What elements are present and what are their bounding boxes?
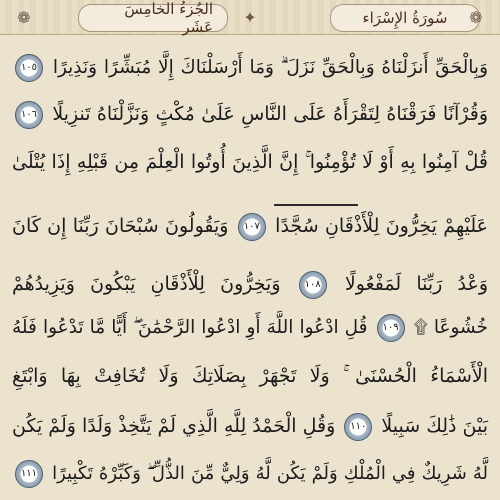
verse-text: الْأَسْمَاءُ الْحُسْنَىٰ ۚ وَلَا تَجْهَرْ بِصَلَاتِكَ وَلَا تُخَافِتْ بِهَا وَابْتَغِ: [12, 365, 488, 387]
text-line-1: [12, 48, 488, 88]
text-line-2: [12, 94, 488, 134]
text-line-3: [12, 142, 488, 182]
verse-text: وَيَخِرُّونَ لِلْأَذْقَانِ يَبْكُونَ وَيَزِيدُهُمْ: [12, 273, 281, 295]
verse-text: قُلْ آمِنُوا بِهِ أَوْ لَا تُؤْمِنُوا ۚ إِنَّ الَّذِينَ أُوتُوا الْعِلْمَ مِن قَبْلِهِ إِذَا يُتْلَىٰ: [12, 151, 488, 173]
juz-label: الجُزءُ الخامِسَ عَشَر: [78, 4, 228, 32]
header-band: [0, 0, 500, 35]
ayah-number-marker: ١١٠: [344, 413, 372, 441]
ayah-number-marker: ١٠٦: [15, 101, 43, 129]
text-line-8: [12, 406, 488, 446]
quran-text-block: [12, 44, 488, 500]
text-line-4: [12, 206, 488, 246]
verse-text: لَّهُ شَرِيكٌ فِي الْمُلْكِ وَلَمْ يَكُن لَّهُ وَلِيٌّ مِّنَ الذُّلِّ ۖ وَكَبِّرْهُ تَكْبِيرًا: [52, 463, 488, 484]
verse-text: وَعْدُ رَبِّنَا لَمَفْعُولًا: [344, 273, 488, 295]
ayah-number-marker: ١٠٨: [299, 271, 327, 299]
ayah-number-marker: ١١١: [15, 460, 43, 488]
ayah-number-marker: ١٠٧: [238, 213, 266, 241]
ornament-center-icon: ✦: [243, 7, 257, 27]
verse-text: خُشُوعًا ۩: [413, 317, 488, 338]
text-line-6: [12, 308, 488, 348]
text-line-9: [12, 454, 488, 494]
ornament-left-icon: ❁: [17, 7, 31, 27]
text-line-7: [12, 356, 488, 396]
verse-text: وَقُلِ الْحَمْدُ لِلَّهِ الَّذِي لَمْ يَتَّخِذْ وَلَدًا وَلَمْ يَكُن: [12, 415, 336, 437]
ornament-right-icon: ❁: [469, 7, 483, 27]
verse-text: وَيَقُولُونَ سُبْحَانَ رَبِّنَا إِن كَانَ: [12, 215, 229, 237]
verse-text: عَلَيْهِمْ يَخِرُّونَ لِلْأَذْقَانِ سُجَّدًا: [275, 215, 488, 237]
verse-text: وَقُرْآنًا فَرَقْنَاهُ لِتَقْرَأَهُ عَلَى النَّاسِ عَلَىٰ مُكْثٍ وَنَزَّلْنَاهُ تَنزِيلًا: [52, 103, 488, 125]
verse-text: بَيْنَ ذَٰلِكَ سَبِيلًا: [381, 415, 488, 437]
ayah-number-marker: ١٠٥: [15, 54, 43, 82]
verse-text: وَبِالْحَقِّ أَنزَلْنَاهُ وَبِالْحَقِّ نَزَلَ ۗ وَمَا أَرْسَلْنَاكَ إِلَّا مُبَشِّرًا وَنَذِيرًا: [52, 57, 489, 78]
text-line-5: [12, 264, 488, 304]
verse-text: قُلِ ادْعُوا اللَّهَ أَوِ ادْعُوا الرَّحْمَٰنَ ۖ أَيًّا مَّا تَدْعُوا فَلَهُ: [12, 317, 368, 338]
ayah-number-marker: ١٠٩: [377, 314, 405, 342]
surah-label: سُورَةُ الإِسْرَاء: [330, 4, 480, 32]
